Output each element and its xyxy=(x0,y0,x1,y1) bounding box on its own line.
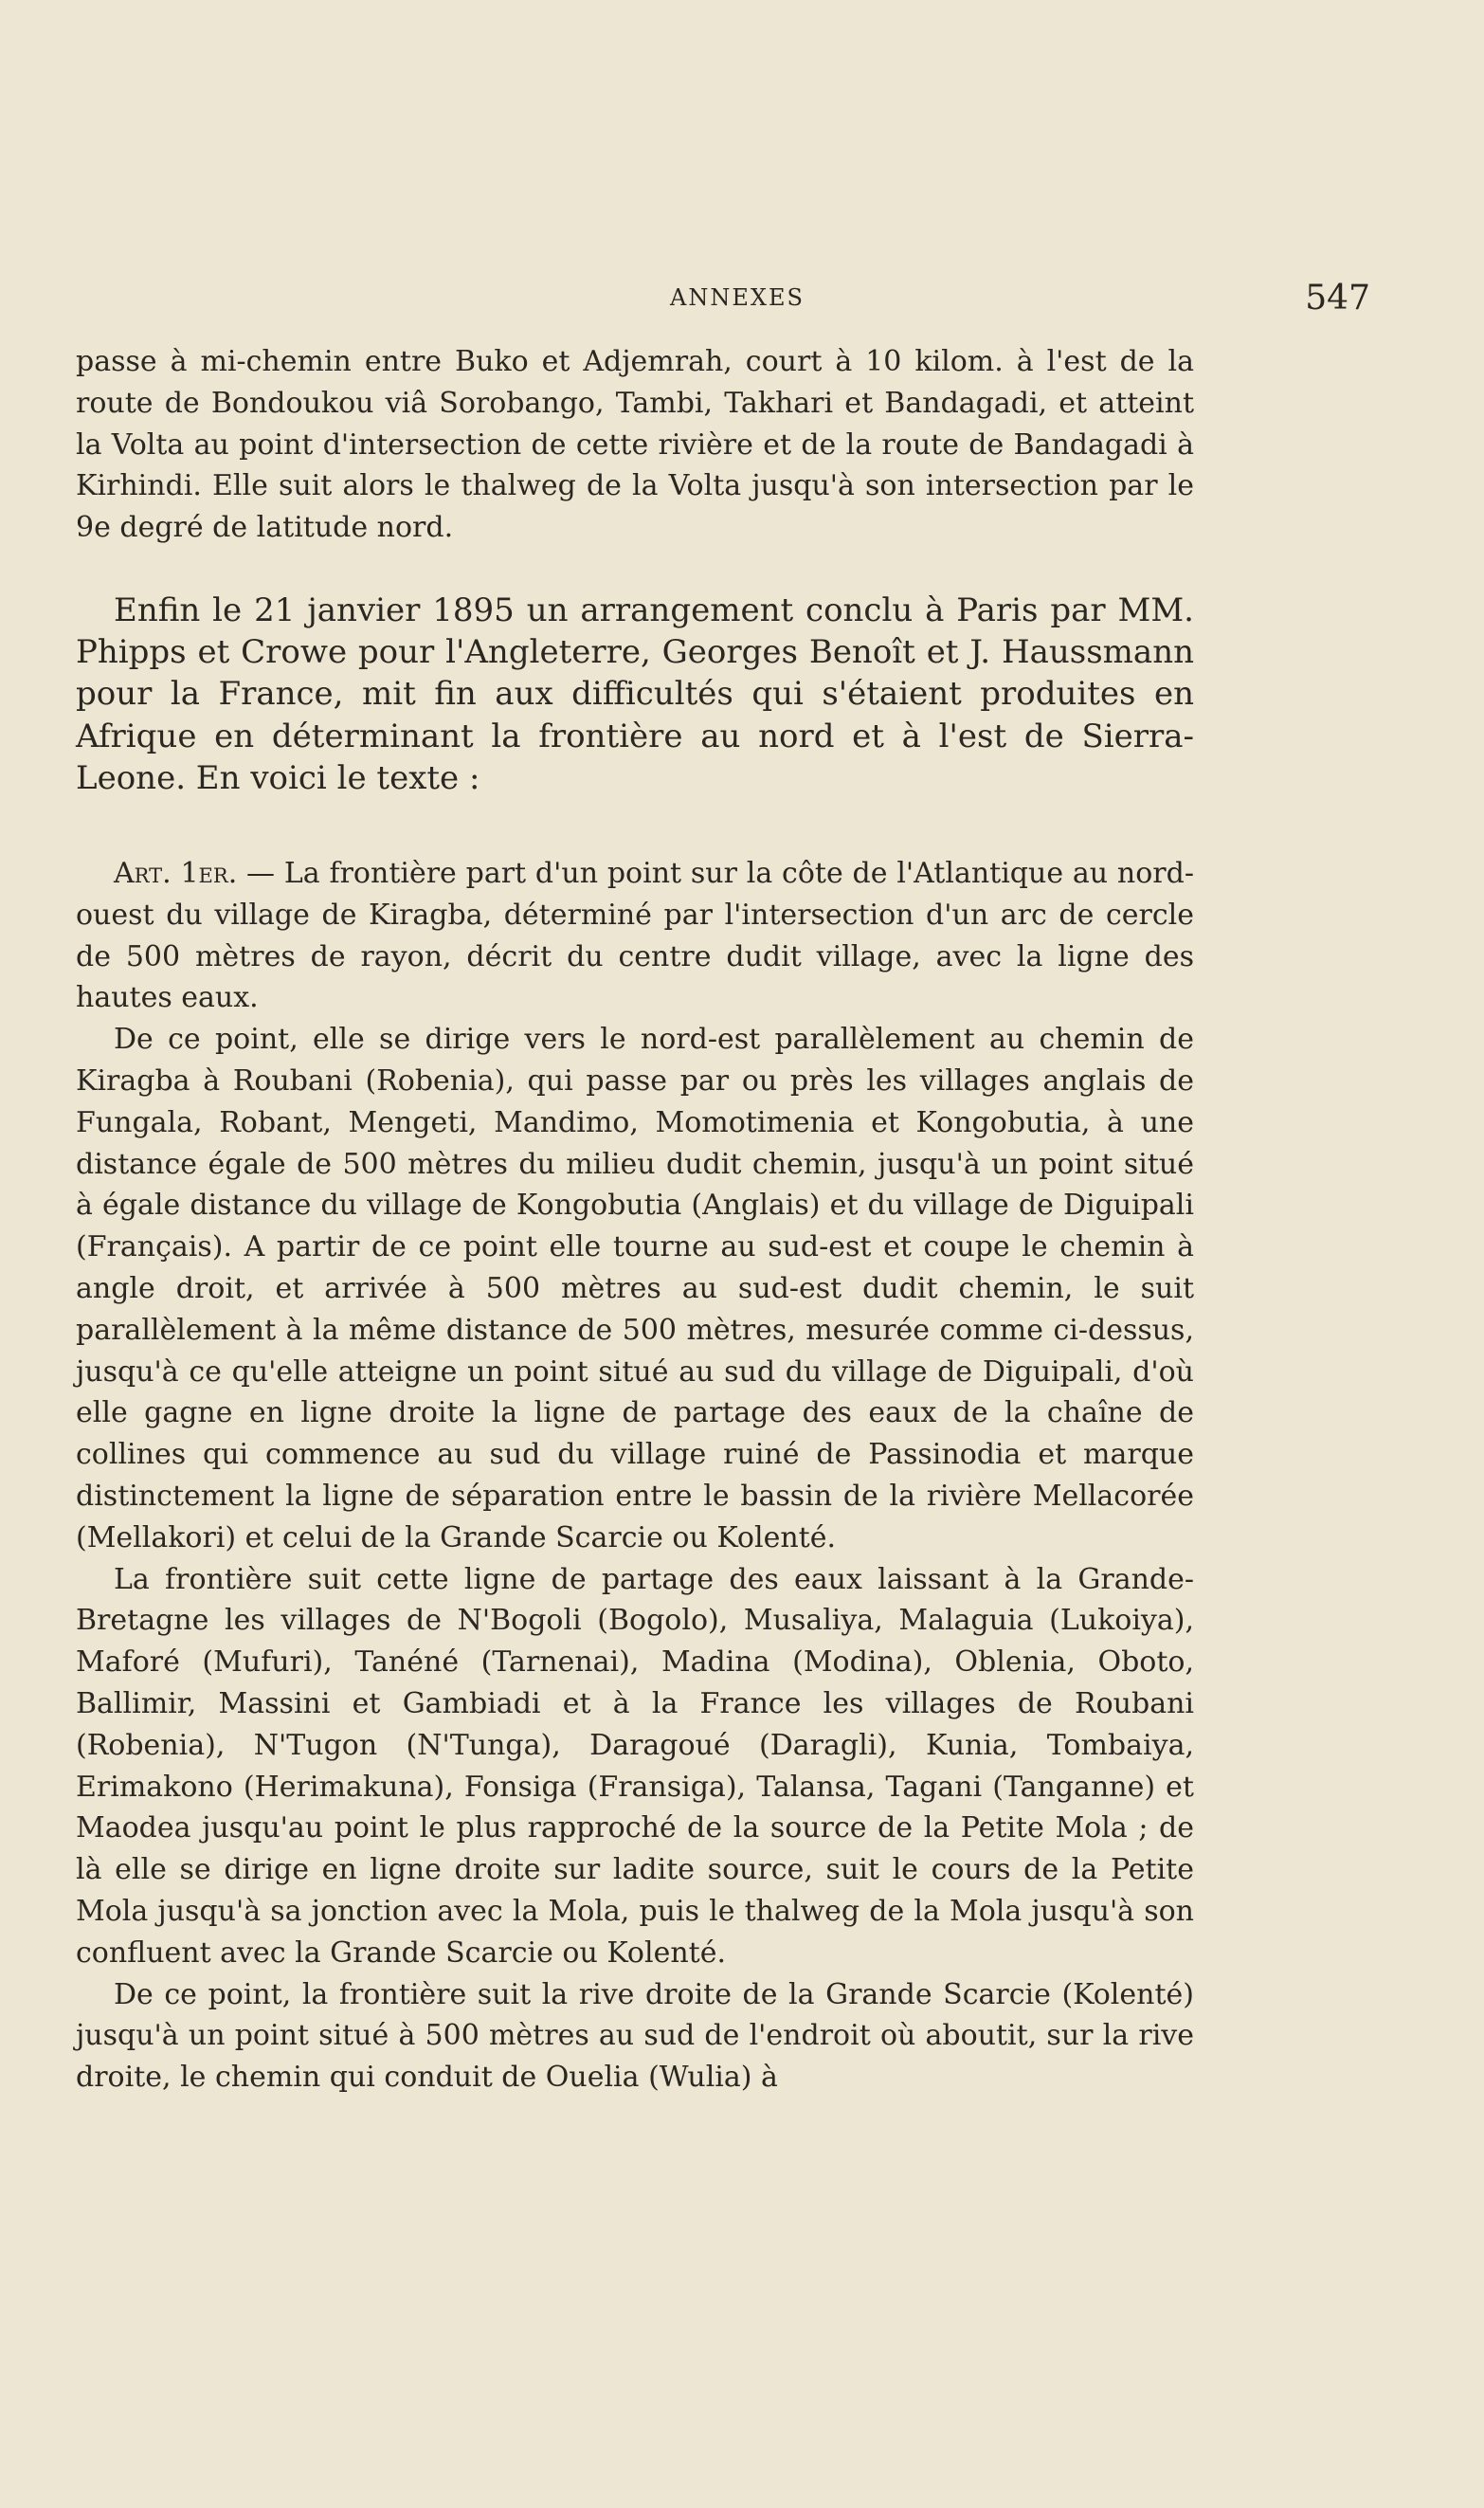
paragraph-scarcie: De ce point, la frontière suit la rive droite de la Grande Scarcie (Kolenté) jusqu'à un point situé à 500 mètres au sud de l'endroit où aboutit, sur la rive droite, le chemin qui conduit de Ouelia (Wulia) à xyxy=(76,1977,1194,2095)
body-block-3 xyxy=(76,853,1194,2099)
body-block-1 xyxy=(76,341,1194,549)
paragraph-frontier: La frontière suit cette ligne de partage des eaux laissant à la Grande-Bretagne les villages de N'Bogoli (Bogolo), Musaliya, Malaguia (Lukoiya), Maforé (Mufuri), Tanéné (Tarnenai), Madina (Modina), Oblenia, Oboto, Ballimir, Massini et Gambiadi et à la France les villages de Roubani (Robenia), N'Tugon (N'Tunga), Daragoué (Daragli), Kunia, Tombaiya, Erimakono (Herimakuna), Fonsiga (Fransiga), Talansa, Tagani (Tanganne) et Maodea jusqu'au point le plus rapproché de la source de la Petite Mola ; de là elle se dirige en ligne droite sur ladite source, suit le cours de la Petite Mola jusqu'à sa jonction avec la Mola, puis le thalweg de la Mola jusqu'à son confluent avec la Grande Scarcie ou Kolenté. xyxy=(76,1562,1194,1970)
paragraph-continued: passe à mi-chemin entre Buko et Adjemrah, court à 10 kilom. à l'est de la route de Bondoukou viâ Sorobango, Tambi, Takhari et Bandagadi, et atteint la Volta au point d'intersection de cette rivière et de la route de Bandagadi à Kirhindi. Elle suit alors le thalweg de la Volta jusqu'à son intersection par le 9e degré de latitude nord. xyxy=(76,345,1194,545)
article-1-text: — La frontière part d'un point sur la côte de l'Atlantique au nord-ouest du village de Kiragba, déterminé par l'intersection d'un arc de cercle de 500 mètres de rayon, décrit du centre dudit village, avec la ligne des hautes eaux. xyxy=(76,857,1194,1015)
paragraph-article-1 xyxy=(76,853,1194,1019)
page-number: 547 xyxy=(1305,279,1370,318)
running-title: ANNEXES xyxy=(670,284,805,311)
body-block-2 xyxy=(76,590,1194,799)
paragraph-route: De ce point, elle se dirige vers le nord-est parallèlement au chemin de Kiragba à Roubani (Robenia), qui passe par ou près les villages anglais de Fungala, Robant, Mengeti, Mandimo, Momotimenia et Kongobutia, à une distance égale de 500 mètres du milieu dudit chemin, jusqu'à un point situé à égale distance du village de Kongobutia (Anglais) et du village de Diguipali (Français). A partir de ce point elle tourne au sud-est et coupe le chemin à angle droit, et arrivée à 500 mètres au sud-est dudit chemin, le suit parallèlement à la même distance de 500 mètres, mesurée comme ci-dessus, jusqu'à ce qu'elle atteigne un point situé au sud du village de Diguipali, d'où elle gagne en ligne droite la ligne de partage des eaux de la chaîne de collines qui commence au sud du village ruiné de Passinodia et marque distinctement la ligne de séparation entre le bassin de la rivière Mellacorée (Mellakori) et celui de la Grande Scarcie ou Kolenté. xyxy=(76,1023,1194,1554)
article-label: Art. 1er. xyxy=(114,857,238,890)
page-header xyxy=(85,279,1389,322)
paragraph-arrangement: Enfin le 21 janvier 1895 un arrangement conclu à Paris par MM. Phipps et Crowe pour l'Angleterre, Georges Benoît et J. Haussmann pour la France, mit fin aux difficultés qui s'étaient produites en Afrique en déterminant la frontière au nord et à l'est de Sierra-Leone. En voici le texte : xyxy=(76,591,1194,797)
